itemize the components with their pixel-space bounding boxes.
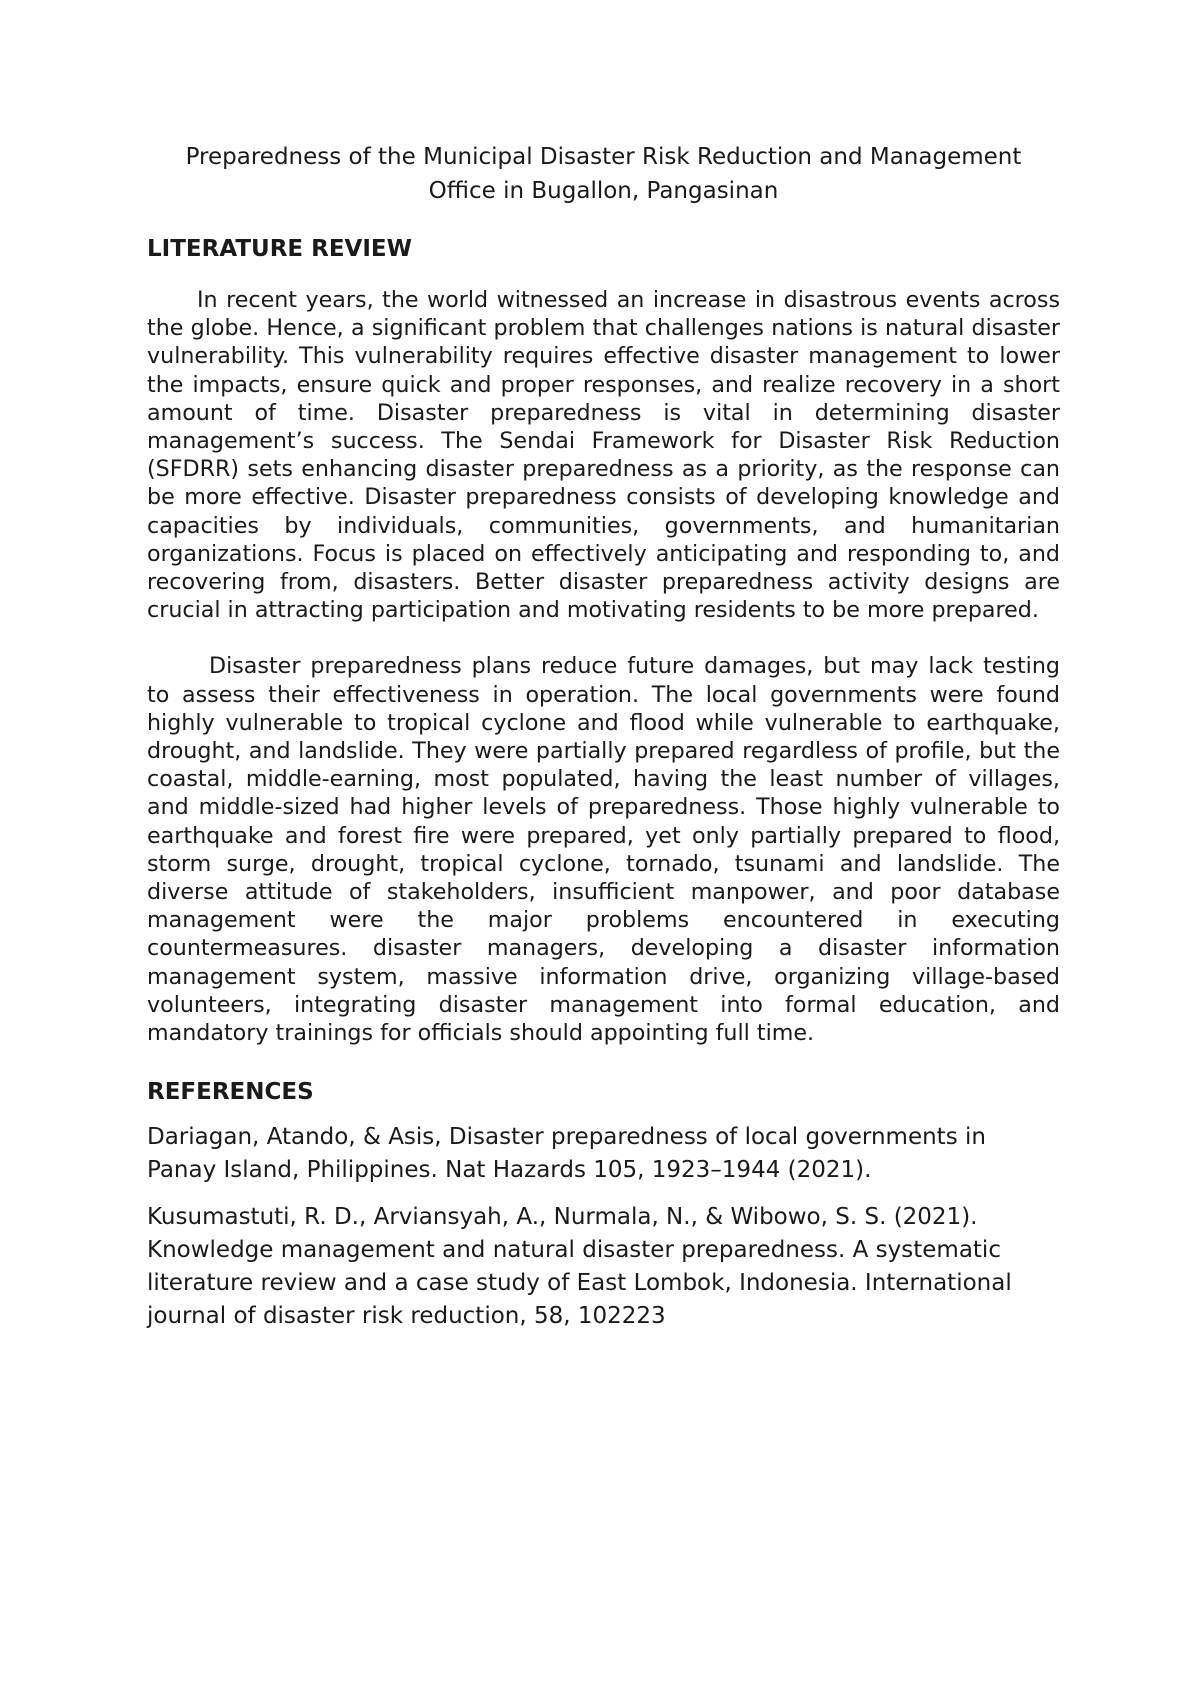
reference-item-2: Kusumastuti, R. D., Arviansyah, A., Nurmala, N., & Wibowo, S. S. (2021). Knowledge management and natural disaster preparedness. A systematic literature review and a case study of East Lombok, Indonesia. International journal of disaster risk reduction, 58, 102223	[147, 1204, 1012, 1330]
reference-item-1: Dariagan, Atando, & Asis, Disaster preparedness of local governments in Panay Island, Philippines. Nat Hazards 105, 1923–1944 (2021).	[147, 1124, 986, 1184]
literature-review-heading: LITERATURE REVIEW	[147, 236, 412, 262]
document-title-line-2: Office in Bugallon, Pangasinan	[428, 178, 779, 204]
literature-review-paragraph-1: In recent years, the world witnessed an increase in disastrous events across the globe. Hence, a significant problem that challenges nations is natural disaster vulnerability. This vulnerability requires effective disaster management to lower the impacts, ensure quick and proper responses, and realize recovery in a short amount of time. Disaster preparedness is vital in determining disaster management’s success. The Sendai Framework for Disaster Risk Reduction (SFDRR) sets enhancing disaster preparedness as a priority, as the response can be more effective. Disaster preparedness consists of developing knowledge and capacities by individuals, communities, governments, and humanitarian organizations. Focus is placed on effectively anticipating and responding to, and recovering from, disasters. Better disaster preparedness activity designs are crucial in attracting participation and motivating residents to be more prepared.	[147, 287, 1060, 624]
document-title-line-1: Preparedness of the Municipal Disaster Risk Reduction and Management	[185, 144, 1022, 170]
document-title	[147, 140, 1060, 208]
literature-review-paragraph-2: Disaster preparedness plans reduce future damages, but may lack testing to assess their effectiveness in operation. The local governments were found highly vulnerable to tropical cyclone and flood while vulnerable to earthquake, drought, and landslide. They were partially prepared regardless of profile, but the coastal, middle-earning, most populated, having the least number of villages, and middle-sized had higher levels of preparedness. Those highly vulnerable to earthquake and forest fire were prepared, yet only partially prepared to flood, storm surge, drought, tropical cyclone, tornado, tsunami and landslide. The diverse attitude of stakeholders, insufficient manpower, and poor database management were the major problems encountered in executing countermeasures. disaster managers, developing a disaster information management system, massive information drive, organizing village-based volunteers, integrating disaster management into formal education, and mandatory trainings for officials should appointing full time.	[147, 653, 1060, 1047]
references-heading: REFERENCES	[147, 1079, 314, 1106]
document-page	[147, 140, 1060, 1333]
